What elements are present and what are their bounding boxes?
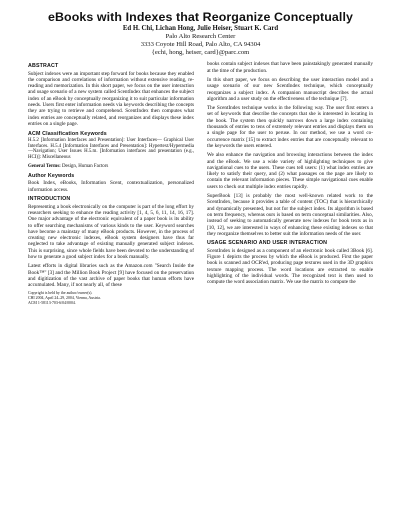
general-terms [28,164,194,170]
usage-scenario-heading: USAGE SCENARIO AND USER INTERACTION [207,240,328,247]
right-paragraph-4: We also enhance the navigation and browsing interactions between the index and the eBook. We use a wide variety of highlighting techniques to give navigational cues to the users. These cues tell users: (1) what index entries are likely to satisfy their query, and (2) what passages on the page are likely to contain the relevant information pieces. These simple navigational cues enable users to check out multiple index entries rapidly. [207,152,373,190]
right-column [207,61,373,305]
byline [28,25,373,57]
introduction-paragraph-1: Representing a book electronically on the computer is part of the long effort by researchers seeking to enhance the reading activity [1, 4, 5, 6, 11, 14, 16, 17]. One major advantage of the electronic equivalent of a paper book is its ability to offer searching mechanisms of various kinds to the user. Keyword searches have become a mainstay of many eBook products. However, in the process of creating new electronic indexes, eBook system designers have thus far neglected to take advantage of existing manually generated subject indexes. This is surprising, since whole fields have been devoted to the understanding of how to generate a good subject index for a book manually. [28,203,194,260]
introduction-paragraph-2: Latest efforts in digital libraries such as the Amazon.com "Search Inside the Book™" [3] and the Million Book Project [9] have focused on the preservation and digitization of the vast archive of paper books that human efforts have accumulated. Many, if not nearly all, of these [28,263,194,289]
copyright-line-1: Copyright is held by the author/owner(s). [28,291,93,296]
paper-title: eBooks with Indexes that Reorganize Conceptually [48,10,353,24]
abstract-text: Subject indexes were an important step forward for books because they enabled the comparison and correlations of information without extensive reading, re-reading and memorization. In this short paper, we focus on the user interaction and usage scenario of a new system called ScentIndex that enhances the subject index of an eBook by conceptually reorganizing it to suit particular information needs. Users first enter information needs via keywords describing the concepts they are trying to retrieve and comprehend. ScentIndex then computes what index entries are conceptually related, and reorganizes and displays these index entries on a single page. [28,70,194,127]
general-terms-value: Design, Human Factors [61,164,109,170]
acm-heading: ACM Classification Keywords [28,130,107,137]
acm-text: H.5.2 [Information Interfaces and Presentation]: User Interfaces— Graphical User Interfaces. H.5.4 [Information Interfaces and Presentation]: Hypertext/Hypermedia—Navigation; User Issues H.5.m. [Information interfaces and presentation (e.g., HCI)]: Miscellaneous [28,137,194,161]
copyright-line-2: CHI 2004, April 24–29, 2004, Vienna, Austria. [28,296,101,301]
right-paragraph-1: books contain subject indexes that have been painstakingly generated manually at the time of the production. [207,61,373,74]
right-paragraph-5: SuperBook [13] is probably the most well-known related work to the ScentIndex, because it provides a table of content (TOC) that is hierarchically and dynamically presented, but not for the subject index. Its algorithm is based on term frequency, whereas ours is based on term conceptual similarities. Also, instead of seeking to automatically generate new indexes for book texts as in [10, 12], we are interested in ways of enhancing these existing indexes so that they reorganize themselves to better suit the information needs of the user. [207,193,373,237]
copyright-line-3: ACM 1-58113-703-6/04/0004. [28,300,76,305]
body-columns [28,61,373,305]
address: 3333 Coyote Hill Road, Palo Alto, CA 94304 [140,41,261,49]
right-paragraph-2: In this short paper, we focus on describing the user interaction model and a usage scenario of our new ScentIndex technique, which conceptually reorganizes a subject index. A companion manuscript describes the actual algorithm and a user study on the effectiveness of the technique [7]. [207,76,373,102]
email: {echi, hong, heiser, card}@parc.com [151,49,250,57]
introduction-heading: INTRODUCTION [28,196,71,203]
abstract-heading: ABSTRACT [28,63,59,70]
general-terms-label: General Terms: [28,164,61,170]
authors: Ed H. Chi, Lichan Hong, Julie Heiser, Stuart K. Card [122,25,279,32]
right-paragraph-3: The ScentIndex technique works in the following way. The user first enters a set of keywords that describe the concepts that she is interested in locating in the book. The system then quickly narrows down a large index containing thousands of entries to tens of extremely relevant entries and displays them on a single page for the user to peruse. In our method, we use a word co-occurrence matrix [15] to extract index entries that are conceptually relevant to the keywords the users entered. [207,105,373,149]
keywords-heading: Author Keywords [28,173,75,180]
left-column [28,61,194,305]
affiliation: Palo Alto Research Center [165,33,236,41]
right-paragraph-6: ScentIndex is designed as a component of an electronic book called 3Book [6]. Figure 1 depicts the process by which the eBook is produced. First the paper book is scanned and OCR'ed, producing page textures used in the 3D graphics texture mapping process. The word locations are extracted to enable highlighting of the individual words. The recognized text is then used to compute the word association matrix. We use the matrix to compute the [207,247,373,286]
keywords-text: Book Index, eBooks, Information Scent, contextualization, personalized information access. [28,180,194,193]
copyright-notice [28,291,194,305]
